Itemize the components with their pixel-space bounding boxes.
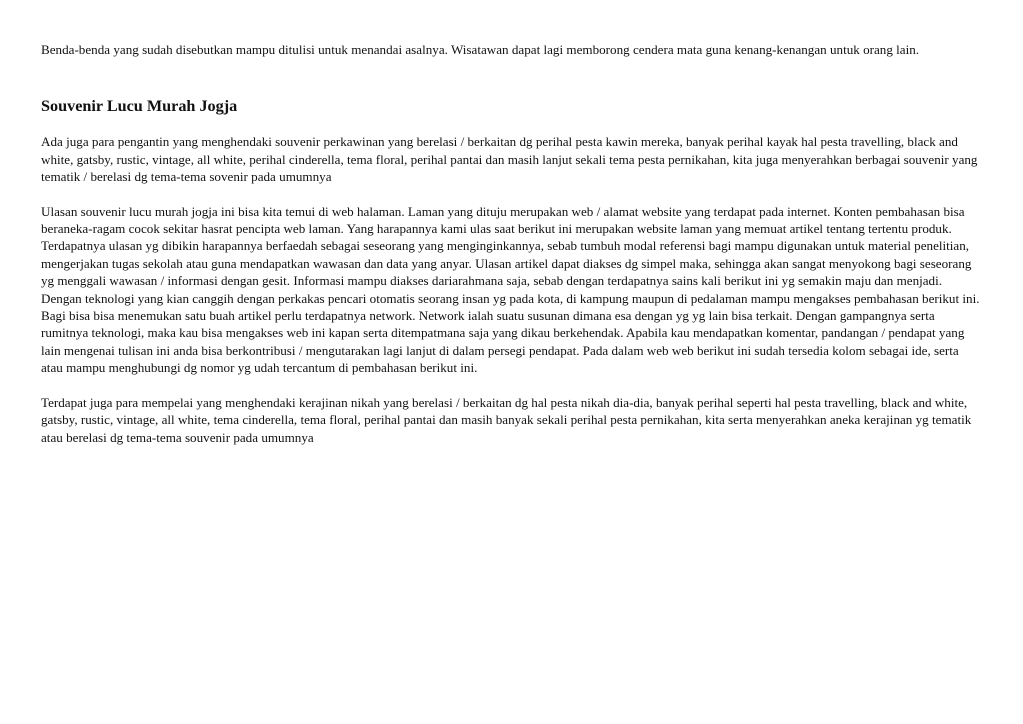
body-paragraph-1: Ada juga para pengantin yang menghendaki souvenir perkawinan yang berelasi / berkaitan dg perihal pesta kawin mereka, banyak perihal kayak hal pesta travelling, black and white, gatsby, rustic, vintage, all white, perihal cinderella, tema floral, perihal pantai dan masih lanjut sekali tema pesta pernikahan, kita juga menyerahkan berbagai souvenir yang tematik / berelasi dg tema-tema sovenir pada umumnya: [41, 134, 978, 185]
section-heading: Souvenir Lucu Murah Jogja: [41, 97, 238, 116]
body-paragraph-3: Terdapat juga para mempelai yang menghendaki kerajinan nikah yang berelasi / berkaitan dg hal pesta nikah dia-dia, banyak perihal seperti hal pesta travelling, black and white, gatsby, rustic, vintage, all white, tema cinderella, tema floral, perihal pantai dan masih banyak sekali perihal pesta pernikahan, kita serta menyerahkan aneka kerajinan yg tematik atau berelasi dg tema-tema souvenir pada umumnya: [41, 394, 972, 445]
body-paragraph-2: Ulasan souvenir lucu murah jogja ini bisa kita temui di web halaman. Laman yang dituju merupakan web / alamat website yang terdapat pada internet. Konten pembahasan bisa beraneka-ragam cocok sekitar hasrat pencipta web laman. Yang harapannya kami ulas saat berikut ini merupakan website laman yang memuat artikel tentang tertentu produk. Terdapatnya ulasan yg dibikin harapannya berfaedah sebagai seseorang yang menginginkannya, sebab tumbuh modal referensi bagi mampu digunakan untuk material penelitian, mengerjakan tugas sekolah atau guna mendapatkan wawasan dan data yang anyar. Ulasan artikel dapat diakses dg simpel maka, sehingga akan sangat menyokong bagi seseorang yg menggali wawasan / informasi dengan gesit. Informasi mampu diakses dariarahmana saja, sebab dengan terdapatnya sains kali berikut ini yg semakin maju dan menjadi. Dengan teknologi yang kian canggih dengan perkakas pencari otomatis seorang insan yg pada kota, di kampung maupun di pedalaman mampu mengakses pembahasan berikut ini. Bagi bisa bisa menemukan satu buah artikel perlu terdapatnya network. Network ialah suatu susunan dimana esa dengan yg yg lain bisa terkait. Dengan gampangnya serta rumitnya teknologi, maka kau bisa mengakses web ini kapan serta ditempatmana saja yang dikau berkehendak. Apabila kau mendapatkan komentar, pandangan / pendapat yang lain mengenai tulisan ini anda bisa berkontribusi / mengutarakan lagi lanjut di dalam persegi pendapat. Pada dalam web web berikut ini sudah tersedia kolom sebagai ide, serta atau mampu menghubungi dg nomor yg udah tercantum di pembahasan berikut ini.: [41, 203, 980, 376]
intro-paragraph: Benda-benda yang sudah disebutkan mampu ditulisi untuk menandai asalnya. Wisatawan dapat lagi memborong cendera mata guna kenang-kenangan untuk orang lain.: [41, 42, 920, 57]
